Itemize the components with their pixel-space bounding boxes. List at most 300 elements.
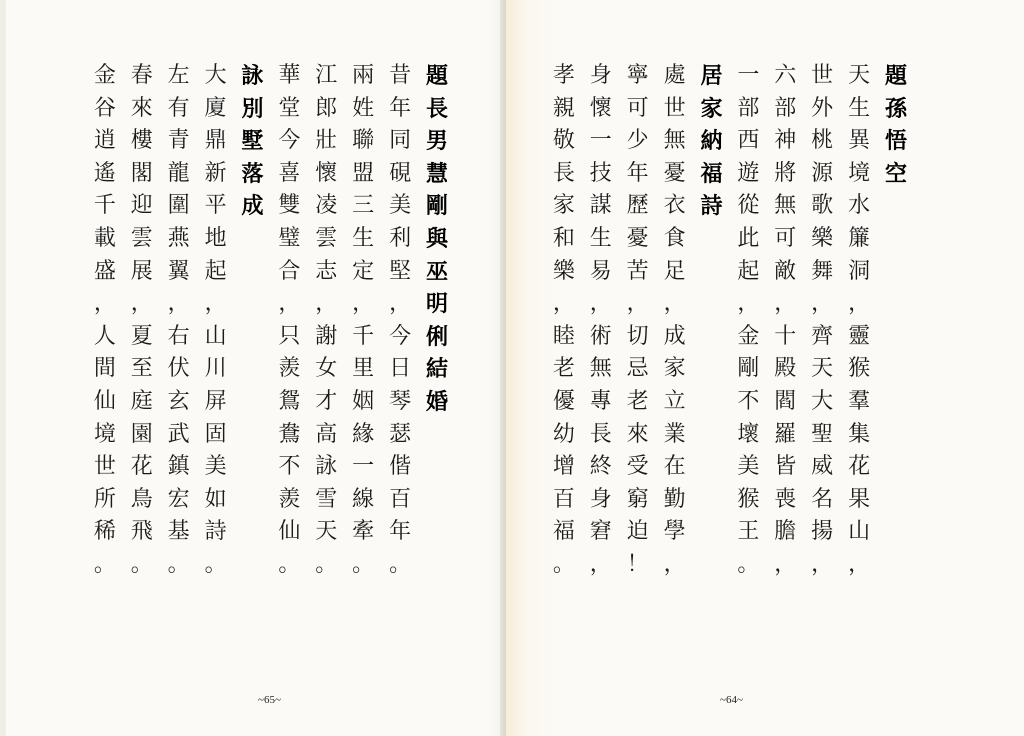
character: 身 [589,486,612,512]
character: 郎 [315,95,338,121]
character: 少 [626,128,649,154]
character: 老 [626,388,649,414]
character: 龍 [167,160,190,186]
character: 生 [352,225,375,251]
character: 慧 [425,160,448,187]
character: 美 [737,454,760,480]
character: 飛 [130,519,153,545]
character: 寧 [626,63,649,88]
character: 來 [626,421,649,447]
character: 。 [389,551,412,577]
character: 羨 [278,356,301,382]
character: 巫 [425,258,448,285]
character: 一 [737,63,760,88]
character: 王 [737,519,760,545]
character: ， [737,291,760,317]
character: 世 [93,454,116,480]
poem-line-column [660,60,690,582]
poem-line-column [807,60,837,582]
character: ， [552,291,575,317]
poem-line-column [90,60,120,582]
character: 忌 [626,356,649,382]
character: 苦 [626,258,649,284]
character: 衣 [663,193,686,219]
character: 盟 [352,160,375,186]
character: 婚 [425,388,448,415]
character: 皆 [774,454,797,480]
character: 懷 [315,160,338,186]
character: 宏 [167,486,190,512]
character: 睦 [552,323,575,349]
page-edge [0,0,6,736]
character: 羅 [774,421,797,447]
character: 神 [774,128,797,154]
character: 世 [811,63,834,88]
character: 懷 [589,95,612,121]
character: 長 [552,160,575,186]
character: 璧 [278,225,301,251]
character: 。 [278,551,301,577]
character: 雙 [278,193,301,219]
character: 年 [389,519,412,545]
character: 迎 [130,193,153,219]
character: 食 [663,225,686,251]
character: 平 [204,193,227,219]
character: 定 [352,258,375,284]
character: 鼎 [204,128,227,154]
character: 鴛 [278,388,301,414]
character: 千 [352,323,375,349]
character: 將 [774,160,797,186]
character: ， [204,291,227,317]
character: 百 [389,486,412,512]
character: 凌 [315,193,338,219]
character: 殿 [774,356,797,382]
character: 金 [737,323,760,349]
character: 美 [389,193,412,219]
character: 天 [315,519,338,545]
character: 長 [425,95,448,122]
character: 瑟 [389,421,412,447]
character: 業 [663,421,686,447]
character: 敵 [774,258,797,284]
character: 靈 [848,323,871,349]
character: 左 [167,63,190,88]
character: 如 [204,486,227,512]
character: 一 [589,128,612,154]
character: 姓 [352,95,375,121]
character: 間 [93,356,116,382]
character: 鎮 [167,454,190,480]
character: 聖 [811,421,834,447]
character: 鴦 [278,421,301,447]
character: 詠 [241,63,264,89]
character: 易 [589,258,612,284]
character: 稀 [93,519,116,545]
character: 載 [93,225,116,251]
character: 空 [884,160,907,187]
character: 羣 [848,388,871,414]
character: 。 [352,551,375,577]
character: 不 [278,454,301,480]
character: 納 [700,128,723,155]
character: 廈 [204,95,227,121]
character: 部 [737,95,760,121]
character: 猴 [848,356,871,382]
poem-line-column [385,60,415,582]
poem-line-column [127,60,157,582]
character: 武 [167,421,190,447]
character: 大 [811,388,834,414]
character: 孝 [552,63,575,88]
character: 偕 [389,454,412,480]
character: 年 [626,160,649,186]
character: 兩 [352,63,375,88]
character: 喪 [774,486,797,512]
character: 成 [241,193,264,220]
character: 新 [204,160,227,186]
character: 青 [167,128,190,154]
character: 名 [811,486,834,512]
character: 立 [663,388,686,414]
character: 園 [130,421,153,447]
character: 才 [315,388,338,414]
character: 一 [352,454,375,480]
character: 地 [204,225,227,251]
character: 身 [589,63,612,88]
character: 春 [130,63,153,88]
poem-line-column [201,60,231,582]
character: 足 [663,258,686,284]
character: ， [663,291,686,317]
character: 在 [663,454,686,480]
poem-line-column [311,60,341,582]
character: 悟 [884,128,907,155]
character: 異 [848,128,871,154]
character: 志 [315,258,338,284]
character: 。 [167,551,190,577]
right-page [506,0,1024,736]
character: 別 [241,95,264,122]
character: 只 [278,323,301,349]
character: 桃 [811,128,834,154]
character: 山 [204,323,227,349]
character: 歷 [626,193,649,219]
character: ， [589,551,612,577]
character: 老 [552,356,575,382]
character: 結 [425,356,448,383]
character: ， [93,291,116,317]
poem-line-column [770,60,800,582]
character: 天 [811,356,834,382]
character: ， [774,291,797,317]
character: 窘 [589,519,612,545]
character: 雲 [130,225,153,251]
character: 至 [130,356,153,382]
character: 明 [425,291,448,318]
character: 長 [589,421,612,447]
character: 生 [589,225,612,251]
character: 閻 [774,388,797,414]
character: ， [663,551,686,577]
character: 喜 [278,160,301,186]
character: 庭 [130,388,153,414]
character: 外 [811,95,834,121]
character: 西 [737,128,760,154]
character: 家 [700,95,723,122]
poem-line-column [164,60,194,582]
character: 齊 [811,323,834,349]
character: 不 [737,388,760,414]
character: 幼 [552,421,575,447]
character: 水 [848,193,871,219]
character: 揚 [811,519,834,545]
character: 壯 [315,128,338,154]
character: 雪 [315,486,338,512]
character: ， [130,291,153,317]
character: 盛 [93,258,116,284]
character: 姻 [352,388,375,414]
character: 今 [389,323,412,349]
poem-line-column [549,60,579,582]
poem-line-column [586,60,616,582]
character: ， [774,551,797,577]
character: ， [352,291,375,317]
character: 福 [700,160,723,187]
character: 墅 [241,128,264,155]
character: 猴 [737,486,760,512]
character: ， [626,291,649,317]
character: 題 [425,63,448,89]
character: 展 [130,258,153,284]
character: 天 [848,63,871,88]
character: 今 [278,128,301,154]
character: 三 [352,193,375,219]
character: ， [589,291,612,317]
character: 有 [167,95,190,121]
character: 堅 [389,258,412,284]
poem-line-column [844,60,874,582]
character: 可 [774,225,797,251]
character: 憂 [663,160,686,186]
character: 謝 [315,323,338,349]
character: 技 [589,160,612,186]
character: 壞 [737,421,760,447]
character: 境 [93,421,116,447]
character: ， [848,291,871,317]
character: ， [167,291,190,317]
character: 牽 [352,519,375,545]
character: 窮 [626,486,649,512]
character: 百 [552,486,575,512]
character: 。 [93,551,116,577]
character: ， [389,291,412,317]
character: 六 [774,63,797,88]
character: 金 [93,63,116,88]
character: 和 [552,225,575,251]
character: 。 [552,551,575,577]
poem-line-column [733,60,763,582]
character: 花 [130,454,153,480]
character: 迫 [626,519,649,545]
character: 圍 [167,193,190,219]
character: 源 [811,160,834,186]
character: 專 [589,388,612,414]
left-page-number: ~65~ [258,694,281,706]
character: 膽 [774,519,797,545]
character: 硯 [389,160,412,186]
character: 果 [848,486,871,512]
character: 。 [130,551,153,577]
character: 樂 [811,225,834,251]
character: 起 [737,258,760,284]
character: 題 [884,63,907,89]
character: 川 [204,356,227,382]
poem-line-column [348,60,378,582]
character: 屏 [204,388,227,414]
character: 勤 [663,486,686,512]
character: 華 [278,63,301,88]
character: 美 [204,454,227,480]
character: 日 [389,356,412,382]
character: ， [811,291,834,317]
character: 玄 [167,388,190,414]
character: 基 [167,519,190,545]
character: 仙 [93,388,116,414]
poem-title-column [697,60,727,223]
character: 受 [626,454,649,480]
character: 線 [352,486,375,512]
character: 遊 [737,160,760,186]
character: 利 [389,225,412,251]
character: 夏 [130,323,153,349]
character: 詩 [204,519,227,545]
character: 憂 [626,225,649,251]
poem-line-column [274,60,304,582]
character: 男 [425,128,448,155]
character: 此 [737,225,760,251]
character: 無 [663,128,686,154]
character: 與 [425,225,448,252]
left-page [0,0,506,736]
character: 堂 [278,95,301,121]
character: 切 [626,323,649,349]
character: 舞 [811,258,834,284]
character: 遙 [93,160,116,186]
character: 敬 [552,128,575,154]
character: 羨 [278,486,301,512]
character: 歌 [811,193,834,219]
character: ， [278,291,301,317]
character: 居 [700,63,723,89]
character: 翼 [167,258,190,284]
character: 從 [737,193,760,219]
character: 福 [552,519,575,545]
character: 花 [848,454,871,480]
character: 無 [774,193,797,219]
character: 昔 [389,63,412,88]
character: ， [811,551,834,577]
character: 女 [315,356,338,382]
character: 逍 [93,128,116,154]
character: 孫 [884,95,907,122]
character: 谷 [93,95,116,121]
character: 簾 [848,225,871,251]
character: 高 [315,421,338,447]
character: 。 [737,551,760,577]
character: 人 [93,323,116,349]
character: 成 [663,323,686,349]
character: 鳥 [130,486,153,512]
poem-line-column [623,60,653,582]
character: 大 [204,63,227,88]
character: 謀 [589,193,612,219]
character: 生 [848,95,871,121]
character: 落 [241,160,264,187]
poem-title-column [238,60,268,223]
character: 合 [278,258,301,284]
character: 詠 [315,454,338,480]
character: 燕 [167,225,190,251]
character: 集 [848,421,871,447]
character: 。 [204,551,227,577]
character: 雲 [315,225,338,251]
character: 伏 [167,356,190,382]
character: 仙 [278,519,301,545]
character: 俐 [425,323,448,350]
character: 剛 [737,356,760,382]
character: 學 [663,519,686,545]
character: 家 [552,193,575,219]
character: ， [848,551,871,577]
character: 可 [626,95,649,121]
character: 剛 [425,193,448,220]
character: 樂 [552,258,575,284]
character: 右 [167,323,190,349]
right-page-number: ~64~ [720,694,743,706]
character: 山 [848,519,871,545]
character: 聯 [352,128,375,154]
character: 所 [93,486,116,512]
character: 來 [130,95,153,121]
character: 詩 [700,193,723,220]
character: ， [315,291,338,317]
character: 洞 [848,258,871,284]
character: 里 [352,356,375,382]
character: 起 [204,258,227,284]
character: 終 [589,454,612,480]
character: 家 [663,356,686,382]
character: 琴 [389,388,412,414]
character: 樓 [130,128,153,154]
character: 無 [589,356,612,382]
character: 同 [389,128,412,154]
poem-title-column [422,60,452,419]
character: 術 [589,323,612,349]
character: 部 [774,95,797,121]
character: 十 [774,323,797,349]
character: 增 [552,454,575,480]
character: 世 [663,95,686,121]
character: 緣 [352,421,375,447]
poem-title-column [881,60,911,190]
character: ！ [626,551,649,577]
character: 固 [204,421,227,447]
character: 江 [315,63,338,88]
character: 境 [848,160,871,186]
character: 年 [389,95,412,121]
character: 威 [811,454,834,480]
